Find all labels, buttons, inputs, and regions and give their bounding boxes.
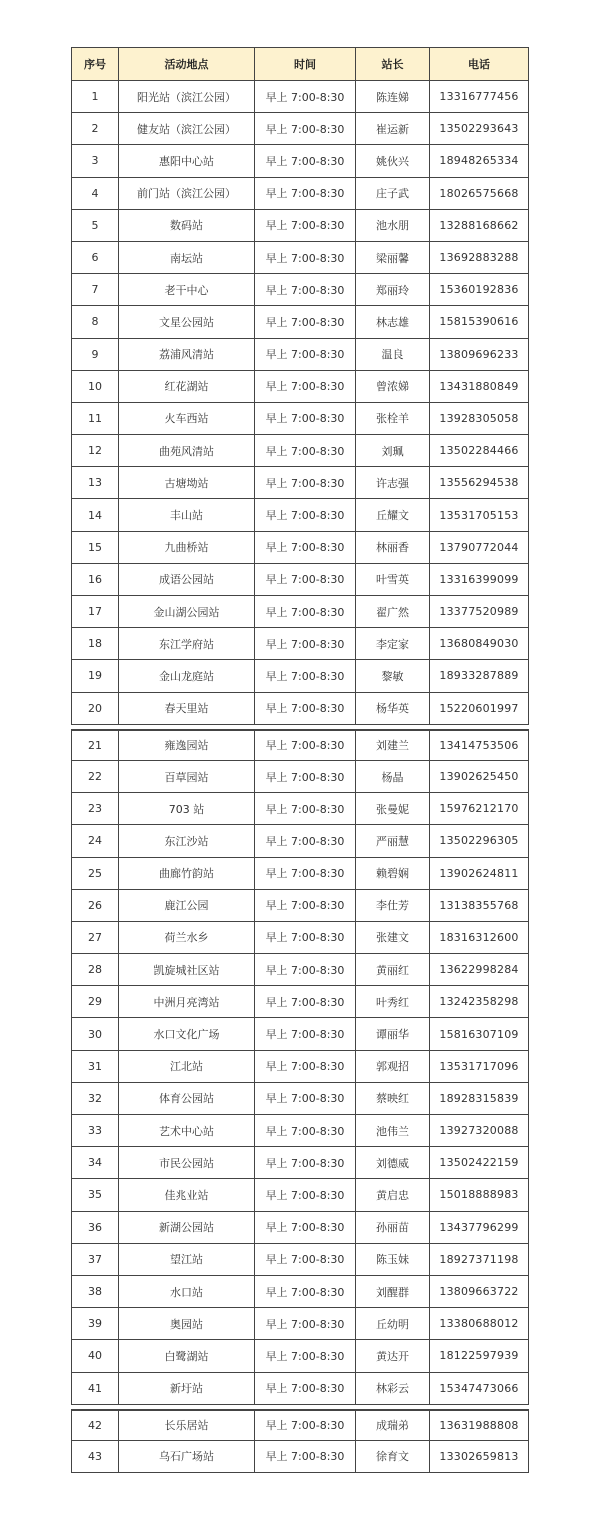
- row-time: 早上 7:00-8:30: [255, 1179, 356, 1211]
- row-time: 早上 7:00-8:30: [255, 1115, 356, 1147]
- row-time: 早上 7:00-8:30: [255, 1244, 356, 1276]
- row-time: 早上 7:00-8:30: [255, 435, 356, 467]
- row-place: 水口站: [119, 1276, 255, 1308]
- row-index: 41: [71, 1373, 119, 1405]
- row-leader: 叶雪英: [356, 564, 430, 596]
- row-index: 30: [71, 1018, 119, 1050]
- row-index: 7: [71, 274, 119, 306]
- row-index: 8: [71, 306, 119, 338]
- row-phone: 13242358298: [430, 986, 529, 1018]
- row-phone: 18933287889: [430, 660, 529, 692]
- row-leader: 张建文: [356, 922, 430, 954]
- table-row: [71, 1115, 529, 1147]
- row-phone: 13138355768: [430, 890, 529, 922]
- row-phone: 13502293643: [430, 113, 529, 145]
- table-row: [71, 1276, 529, 1308]
- row-place: 江北站: [119, 1051, 255, 1083]
- row-leader: 许志强: [356, 467, 430, 499]
- row-place: 阳光站（滨江公园）: [119, 81, 255, 113]
- row-place: 艺术中心站: [119, 1115, 255, 1147]
- row-phone: 13414753506: [430, 731, 529, 761]
- row-leader: 谭丽华: [356, 1018, 430, 1050]
- row-place: 文星公园站: [119, 306, 255, 338]
- row-index: 37: [71, 1244, 119, 1276]
- header-index: 序号: [71, 47, 119, 81]
- row-time: 早上 7:00-8:30: [255, 242, 356, 274]
- table-row: [71, 761, 529, 793]
- row-place: 曲廊竹韵站: [119, 858, 255, 890]
- row-leader: 池伟兰: [356, 1115, 430, 1147]
- row-place: 老干中心: [119, 274, 255, 306]
- row-index: 25: [71, 858, 119, 890]
- row-place: 东江学府站: [119, 628, 255, 660]
- row-leader: 林彩云: [356, 1373, 430, 1405]
- row-time: 早上 7:00-8:30: [255, 403, 356, 435]
- row-index: 19: [71, 660, 119, 692]
- row-leader: 黄启忠: [356, 1179, 430, 1211]
- row-phone: 15816307109: [430, 1018, 529, 1050]
- row-index: 18: [71, 628, 119, 660]
- row-time: 早上 7:00-8:30: [255, 1276, 356, 1308]
- row-index: 3: [71, 145, 119, 177]
- table-row: [71, 499, 529, 531]
- row-phone: 13928305058: [430, 403, 529, 435]
- table-row: [71, 825, 529, 857]
- row-place: 鹿江公园: [119, 890, 255, 922]
- table-row: [71, 1441, 529, 1473]
- table-row: [71, 339, 529, 371]
- row-phone: 13437796299: [430, 1212, 529, 1244]
- row-time: 早上 7:00-8:30: [255, 1018, 356, 1050]
- row-index: 26: [71, 890, 119, 922]
- table-row: [71, 729, 529, 761]
- table-row: [71, 467, 529, 499]
- table-row: [71, 81, 529, 113]
- row-index: 34: [71, 1147, 119, 1179]
- row-leader: 李仕芳: [356, 890, 430, 922]
- table-row: [71, 628, 529, 660]
- table-row: [71, 210, 529, 242]
- row-time: 早上 7:00-8:30: [255, 922, 356, 954]
- row-phone: 13631988808: [430, 1411, 529, 1441]
- row-place: 荔浦风清站: [119, 339, 255, 371]
- table-row: [71, 403, 529, 435]
- row-time: 早上 7:00-8:30: [255, 178, 356, 210]
- row-phone: 13302659813: [430, 1441, 529, 1473]
- row-phone: 13288168662: [430, 210, 529, 242]
- row-time: 早上 7:00-8:30: [255, 793, 356, 825]
- row-index: 4: [71, 178, 119, 210]
- row-place: 体育公园站: [119, 1083, 255, 1115]
- row-place: 乌石广场站: [119, 1441, 255, 1473]
- table-row: [71, 986, 529, 1018]
- table-row: [71, 178, 529, 210]
- row-phone: 13902624811: [430, 858, 529, 890]
- table-row: [71, 435, 529, 467]
- row-phone: 13902625450: [430, 761, 529, 793]
- row-time: 早上 7:00-8:30: [255, 339, 356, 371]
- row-leader: 陈连娣: [356, 81, 430, 113]
- row-leader: 叶秀红: [356, 986, 430, 1018]
- row-time: 早上 7:00-8:30: [255, 596, 356, 628]
- row-place: 市民公园站: [119, 1147, 255, 1179]
- row-phone: 13927320088: [430, 1115, 529, 1147]
- row-index: 24: [71, 825, 119, 857]
- row-leader: 丘耀文: [356, 499, 430, 531]
- row-phone: 18927371198: [430, 1244, 529, 1276]
- row-time: 早上 7:00-8:30: [255, 1441, 356, 1473]
- row-leader: 成瑞弟: [356, 1411, 430, 1441]
- row-leader: 赖碧娴: [356, 858, 430, 890]
- row-leader: 李定家: [356, 628, 430, 660]
- row-phone: 13316399099: [430, 564, 529, 596]
- row-leader: 蔡映红: [356, 1083, 430, 1115]
- table-row: [71, 371, 529, 403]
- row-place: 前门站（滨江公园）: [119, 178, 255, 210]
- table-row: [71, 858, 529, 890]
- header-phone: 电话: [430, 47, 529, 81]
- row-place: 九曲桥站: [119, 532, 255, 564]
- row-phone: 15347473066: [430, 1373, 529, 1405]
- row-time: 早上 7:00-8:30: [255, 954, 356, 986]
- row-place: 数码站: [119, 210, 255, 242]
- row-time: 早上 7:00-8:30: [255, 731, 356, 761]
- row-time: 早上 7:00-8:30: [255, 532, 356, 564]
- row-place: 中洲月亮湾站: [119, 986, 255, 1018]
- row-phone: 15360192836: [430, 274, 529, 306]
- row-leader: 刘醒群: [356, 1276, 430, 1308]
- row-time: 早上 7:00-8:30: [255, 628, 356, 660]
- row-place: 奥园站: [119, 1308, 255, 1340]
- row-place: 新圩站: [119, 1373, 255, 1405]
- row-time: 早上 7:00-8:30: [255, 1373, 356, 1405]
- header-place: 活动地点: [119, 47, 255, 81]
- row-time: 早上 7:00-8:30: [255, 858, 356, 890]
- table-row: [71, 693, 529, 725]
- row-place: 古塘坳站: [119, 467, 255, 499]
- row-index: 2: [71, 113, 119, 145]
- row-phone: 15018888983: [430, 1179, 529, 1211]
- row-leader: 梁丽馨: [356, 242, 430, 274]
- row-index: 32: [71, 1083, 119, 1115]
- row-time: 早上 7:00-8:30: [255, 825, 356, 857]
- row-time: 早上 7:00-8:30: [255, 371, 356, 403]
- row-phone: 13809696233: [430, 339, 529, 371]
- row-index: 5: [71, 210, 119, 242]
- row-time: 早上 7:00-8:30: [255, 1051, 356, 1083]
- row-phone: 13380688012: [430, 1308, 529, 1340]
- row-place: 佳兆业站: [119, 1179, 255, 1211]
- row-place: 金山湖公园站: [119, 596, 255, 628]
- row-leader: 丘幼明: [356, 1308, 430, 1340]
- row-leader: 孙丽苗: [356, 1212, 430, 1244]
- row-index: 39: [71, 1308, 119, 1340]
- header-time: 时间: [255, 47, 356, 81]
- table-row: [71, 1409, 529, 1441]
- table-row: [71, 274, 529, 306]
- row-leader: 杨晶: [356, 761, 430, 793]
- row-phone: 13556294538: [430, 467, 529, 499]
- row-leader: 曾浓娣: [356, 371, 430, 403]
- row-phone: 15220601997: [430, 693, 529, 725]
- row-place: 南坛站: [119, 242, 255, 274]
- table-row: [71, 1373, 529, 1405]
- row-index: 23: [71, 793, 119, 825]
- table-row: [71, 1308, 529, 1340]
- row-time: 早上 7:00-8:30: [255, 467, 356, 499]
- row-place: 成语公园站: [119, 564, 255, 596]
- row-index: 15: [71, 532, 119, 564]
- table-body: [71, 81, 529, 1473]
- row-phone: 13809663722: [430, 1276, 529, 1308]
- row-index: 28: [71, 954, 119, 986]
- row-leader: 姚伙兴: [356, 145, 430, 177]
- row-phone: 18122597939: [430, 1340, 529, 1372]
- row-place: 春天里站: [119, 693, 255, 725]
- table-row: [71, 954, 529, 986]
- row-time: 早上 7:00-8:30: [255, 113, 356, 145]
- row-time: 早上 7:00-8:30: [255, 81, 356, 113]
- row-index: 14: [71, 499, 119, 531]
- row-leader: 林志雄: [356, 306, 430, 338]
- row-place: 东江沙站: [119, 825, 255, 857]
- row-time: 早上 7:00-8:30: [255, 986, 356, 1018]
- table-row: [71, 564, 529, 596]
- row-phone: 15815390616: [430, 306, 529, 338]
- row-time: 早上 7:00-8:30: [255, 145, 356, 177]
- row-phone: 18948265334: [430, 145, 529, 177]
- row-place: 新湖公园站: [119, 1212, 255, 1244]
- row-phone: 13502284466: [430, 435, 529, 467]
- row-phone: 18026575668: [430, 178, 529, 210]
- row-index: 11: [71, 403, 119, 435]
- table-row: [71, 306, 529, 338]
- row-index: 22: [71, 761, 119, 793]
- table-row: [71, 922, 529, 954]
- row-place: 火车西站: [119, 403, 255, 435]
- row-place: 曲苑风清站: [119, 435, 255, 467]
- row-phone: 18928315839: [430, 1083, 529, 1115]
- row-time: 早上 7:00-8:30: [255, 1083, 356, 1115]
- table-row: [71, 532, 529, 564]
- row-index: 43: [71, 1441, 119, 1473]
- row-index: 36: [71, 1212, 119, 1244]
- table-header-row: [71, 47, 529, 81]
- row-time: 早上 7:00-8:30: [255, 1340, 356, 1372]
- row-place: 红花湖站: [119, 371, 255, 403]
- row-leader: 黄丽红: [356, 954, 430, 986]
- row-index: 27: [71, 922, 119, 954]
- row-leader: 刘建兰: [356, 731, 430, 761]
- row-place: 白鹭湖站: [119, 1340, 255, 1372]
- row-time: 早上 7:00-8:30: [255, 274, 356, 306]
- row-phone: 15976212170: [430, 793, 529, 825]
- row-place: 水口文化广场: [119, 1018, 255, 1050]
- row-time: 早上 7:00-8:30: [255, 693, 356, 725]
- row-time: 早上 7:00-8:30: [255, 1411, 356, 1441]
- row-time: 早上 7:00-8:30: [255, 210, 356, 242]
- row-leader: 杨华英: [356, 693, 430, 725]
- table-row: [71, 1147, 529, 1179]
- row-leader: 池水朋: [356, 210, 430, 242]
- row-index: 13: [71, 467, 119, 499]
- table-row: [71, 660, 529, 692]
- table-row: [71, 596, 529, 628]
- row-place: 703 站: [119, 793, 255, 825]
- row-leader: 刘珮: [356, 435, 430, 467]
- row-index: 17: [71, 596, 119, 628]
- row-time: 早上 7:00-8:30: [255, 761, 356, 793]
- row-leader: 张栓羊: [356, 403, 430, 435]
- row-index: 1: [71, 81, 119, 113]
- row-time: 早上 7:00-8:30: [255, 890, 356, 922]
- row-phone: 18316312600: [430, 922, 529, 954]
- row-place: 雍逸园站: [119, 731, 255, 761]
- row-index: 29: [71, 986, 119, 1018]
- row-index: 20: [71, 693, 119, 725]
- row-place: 金山龙庭站: [119, 660, 255, 692]
- row-index: 12: [71, 435, 119, 467]
- station-table: [71, 47, 529, 1473]
- row-leader: 郑丽玲: [356, 274, 430, 306]
- row-leader: 张曼妮: [356, 793, 430, 825]
- row-phone: 13502422159: [430, 1147, 529, 1179]
- row-leader: 温良: [356, 339, 430, 371]
- row-index: 10: [71, 371, 119, 403]
- row-phone: 13680849030: [430, 628, 529, 660]
- row-place: 长乐居站: [119, 1411, 255, 1441]
- table-row: [71, 1244, 529, 1276]
- row-index: 9: [71, 339, 119, 371]
- row-phone: 13622998284: [430, 954, 529, 986]
- row-phone: 13531705153: [430, 499, 529, 531]
- row-place: 荷兰水乡: [119, 922, 255, 954]
- row-phone: 13692883288: [430, 242, 529, 274]
- row-place: 百草园站: [119, 761, 255, 793]
- row-leader: 徐育文: [356, 1441, 430, 1473]
- table-row: [71, 1340, 529, 1372]
- row-place: 望江站: [119, 1244, 255, 1276]
- row-leader: 郭观招: [356, 1051, 430, 1083]
- row-leader: 翟广然: [356, 596, 430, 628]
- row-place: 凯旋城社区站: [119, 954, 255, 986]
- row-leader: 陈玉妹: [356, 1244, 430, 1276]
- row-index: 21: [71, 731, 119, 761]
- row-time: 早上 7:00-8:30: [255, 1212, 356, 1244]
- row-index: 38: [71, 1276, 119, 1308]
- row-time: 早上 7:00-8:30: [255, 306, 356, 338]
- row-place: 丰山站: [119, 499, 255, 531]
- row-index: 6: [71, 242, 119, 274]
- row-index: 31: [71, 1051, 119, 1083]
- row-index: 35: [71, 1179, 119, 1211]
- row-time: 早上 7:00-8:30: [255, 1308, 356, 1340]
- table-row: [71, 242, 529, 274]
- table-row: [71, 1083, 529, 1115]
- table-row: [71, 1212, 529, 1244]
- row-place: 惠阳中心站: [119, 145, 255, 177]
- row-index: 16: [71, 564, 119, 596]
- row-time: 早上 7:00-8:30: [255, 660, 356, 692]
- row-phone: 13502296305: [430, 825, 529, 857]
- row-phone: 13377520989: [430, 596, 529, 628]
- row-leader: 刘德威: [356, 1147, 430, 1179]
- row-phone: 13531717096: [430, 1051, 529, 1083]
- row-time: 早上 7:00-8:30: [255, 564, 356, 596]
- table-row: [71, 113, 529, 145]
- header-leader: 站长: [356, 47, 430, 81]
- row-place: 健友站（滨江公园）: [119, 113, 255, 145]
- row-leader: 林丽香: [356, 532, 430, 564]
- row-leader: 崔运新: [356, 113, 430, 145]
- row-leader: 严丽慧: [356, 825, 430, 857]
- row-leader: 黎敏: [356, 660, 430, 692]
- table-row: [71, 793, 529, 825]
- row-index: 40: [71, 1340, 119, 1372]
- table-row: [71, 1179, 529, 1211]
- table-row: [71, 1018, 529, 1050]
- row-time: 早上 7:00-8:30: [255, 1147, 356, 1179]
- row-index: 42: [71, 1411, 119, 1441]
- row-phone: 13431880849: [430, 371, 529, 403]
- row-leader: 庄子武: [356, 178, 430, 210]
- row-phone: 13790772044: [430, 532, 529, 564]
- table-row: [71, 890, 529, 922]
- row-phone: 13316777456: [430, 81, 529, 113]
- table-row: [71, 145, 529, 177]
- row-index: 33: [71, 1115, 119, 1147]
- row-time: 早上 7:00-8:30: [255, 499, 356, 531]
- row-leader: 黄达开: [356, 1340, 430, 1372]
- table-row: [71, 1051, 529, 1083]
